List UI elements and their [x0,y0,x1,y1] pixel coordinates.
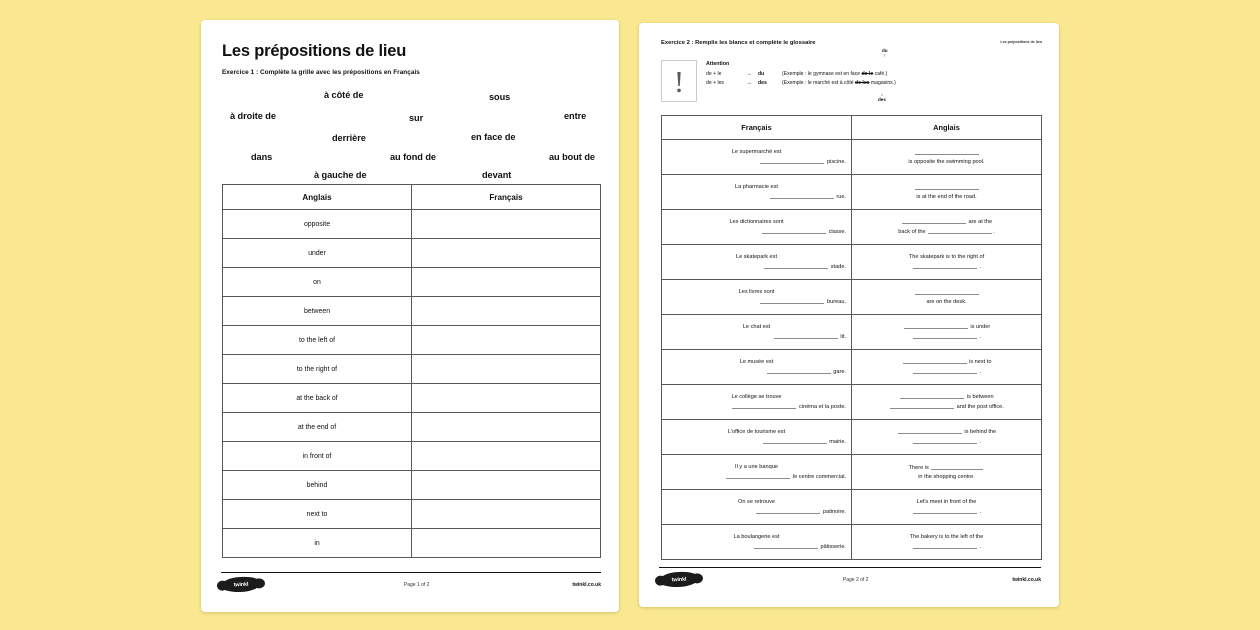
sentence-line-2: patinoire. [667,507,846,517]
sentence-line-1: Le skatepark est [735,253,778,260]
sentence-line-2: . [857,542,1036,552]
cell-french-answer-blank[interactable] [412,355,601,384]
sentence-line-1 [857,288,1036,298]
cell-english-term: opposite [223,210,412,239]
page-2-footer [659,567,1041,587]
answer-blank[interactable] [767,367,831,374]
twinkl-logo-icon[interactable] [659,571,699,587]
cell-english-term: behind [223,471,412,500]
column-header-francais: Français [662,116,852,140]
cell-english-sentence[interactable] [852,420,1042,455]
sentence-line-2: back of the . [898,229,995,235]
sentence-line-1: Les dictionnaires sont [729,218,784,225]
answer-blank[interactable] [913,542,977,549]
table-row [662,280,1042,315]
cell-english-term: on [223,268,412,297]
table-row [223,210,601,239]
cell-english-term: next to [223,500,412,529]
attention-body [706,48,896,103]
sentence-line-2: and the post office. [857,402,1036,412]
answer-blank[interactable] [913,262,977,269]
table-row [223,297,601,326]
example-prefix: (Exemple : le marché est à côté [782,79,856,86]
sentence-line-1: L'office de tourisme est [727,428,786,435]
table-row [662,140,1042,175]
sentence-line-2: classe. [667,227,846,237]
sentence-line-1: is next to [857,357,1036,367]
cell-french-answer-blank[interactable] [412,442,601,471]
answer-blank[interactable] [732,402,796,409]
table-row [662,210,1042,245]
cell-english-term: in front of [223,442,412,471]
answer-blank[interactable] [903,357,967,364]
table-row [662,245,1042,280]
column-header-anglais: Anglais [852,116,1042,140]
logo-text: twinkl [671,576,687,583]
cell-english-term: in [223,529,412,558]
word-bank [222,90,601,182]
answer-blank[interactable] [915,183,979,190]
rule-arrow-icon: → [746,79,752,86]
sentence-line-1: is under [857,322,1036,332]
correction-du-text: du [882,48,888,53]
table-row [223,326,601,355]
rule-example [782,80,896,86]
answer-blank[interactable] [762,227,826,234]
table-row [662,525,1042,560]
rule-lhs: de + les [706,79,724,86]
table-row [662,420,1042,455]
example-suffix: café.) [873,70,888,77]
rule-arrow-icon: → [746,70,752,77]
sentence-line-2: rue. [667,192,846,202]
word-bank-item[interactable]: dans [251,152,273,163]
sentence-line-1: is between [857,392,1036,402]
answer-blank[interactable] [913,507,977,514]
sentence-line-2: cinéma et la poste. [667,402,846,412]
page-number: Page 1 of 2 [403,581,430,588]
exercise-2-instruction: Exercice 2 : Remplis les blancs et complète le glossaire [661,40,816,46]
answer-blank[interactable] [754,542,818,549]
table-row [223,355,601,384]
sentence-line-2: . [857,332,1036,342]
exclamation-glyph: ! [673,63,685,99]
word-bank-item[interactable]: sur [409,113,424,124]
table-row [223,268,601,297]
sentence-line-1: Le chat est [742,323,771,330]
sentence-line-1: Let's meet in front of the [916,498,977,505]
correction-des [878,93,886,103]
cell-english-sentence[interactable] [852,210,1042,245]
answer-blank[interactable] [756,507,820,514]
website-label: twinkl.co.uk [1012,576,1041,583]
sentence-line-2: . [857,367,1036,377]
sentence-line-1: Le collège se trouve [731,393,782,400]
cell-french-answer-blank[interactable] [412,500,601,529]
table-row [223,442,601,471]
cell-english-term: to the right of [223,355,412,384]
exercise-1-instruction: Exercice 1 : Complète la grille avec les prépositions en Français [222,69,420,77]
cell-french-sentence[interactable] [662,315,852,350]
answer-blank[interactable] [900,392,964,399]
exclamation-icon [661,60,697,102]
cell-english-term: between [223,297,412,326]
table-row [662,315,1042,350]
sentence-line-1: Le musée est [739,358,774,365]
correction-du [882,49,888,59]
correction-des-text: des [878,97,886,103]
sentence-line-1: La pharmacie est [735,183,778,190]
cell-french-answer-blank[interactable] [412,413,601,442]
page-1-content [222,42,601,558]
word-bank-item[interactable]: derrière [332,133,366,144]
cell-english-sentence[interactable] [852,385,1042,420]
table-row [223,413,601,442]
answer-blank[interactable] [913,437,977,444]
correction-arrow-down-icon: ↓ [880,92,884,98]
cell-french-sentence[interactable] [662,175,852,210]
attention-title: Attention [706,61,730,67]
sentence-line-1: Les livres sont [738,288,775,295]
rule-rhs: des [758,79,767,86]
answer-blank[interactable] [760,297,824,304]
cell-english-term: at the back of [223,384,412,413]
example-suffix: magasins.) [869,79,896,86]
cell-english-sentence[interactable] [852,280,1042,315]
sentence-line-1 [857,183,1036,193]
answer-blank[interactable] [770,192,834,199]
answer-blank[interactable] [898,427,962,434]
answer-blank[interactable] [931,463,983,470]
cell-french-sentence[interactable] [662,210,852,245]
cell-french-answer-blank[interactable] [412,384,601,413]
sentence-line-1: Il y a une banque [735,463,778,470]
cell-english-term: to the left of [223,326,412,355]
worksheet-page-2[interactable] [639,23,1059,607]
table-row [662,175,1042,210]
cell-french-sentence[interactable] [662,385,852,420]
cell-french-sentence[interactable] [662,420,852,455]
table-header-row [223,185,601,210]
sentence-line-2: mairie. [667,437,846,447]
sentence-line-2: gare. [667,367,846,377]
table-row [223,384,601,413]
twinkl-logo-icon[interactable] [221,576,261,592]
answer-blank[interactable] [913,332,977,339]
answer-blank[interactable] [763,437,827,444]
glossary-table-2 [661,115,1042,560]
sentence-line-1: The skatepark is to the right of [908,253,985,260]
cell-english-sentence[interactable] [852,315,1042,350]
cell-english-term: under [223,239,412,268]
sentence-line-1: are at the [857,217,1036,227]
sentence-line-1: The bakery is to the left of the [909,533,984,540]
sentence-line-2: pâtisserie. [667,542,846,552]
sentence-line-2: is opposite the swimming pool. [908,158,985,165]
cell-english-sentence[interactable] [852,525,1042,560]
sentence-line-2: le centre commercial. [667,472,846,482]
table-row [662,385,1042,420]
answer-blank[interactable] [760,157,824,164]
cell-french-sentence[interactable] [662,350,852,385]
answer-blank[interactable] [890,402,954,409]
cell-english-sentence[interactable] [852,455,1042,490]
cell-english-sentence[interactable] [852,350,1042,385]
cell-french-sentence[interactable] [662,455,852,490]
rule-rhs: du [758,70,765,77]
footer-divider [221,572,601,573]
corner-tag: Les prépositions de lieu [1000,40,1042,44]
contraction-rule [706,80,896,86]
cell-english-sentence[interactable] [852,140,1042,175]
answer-blank[interactable] [726,472,790,479]
sentence-line-2: is at the end of the road. [916,193,977,200]
table-row [662,350,1042,385]
answer-blank[interactable] [928,227,992,234]
word-bank-item[interactable]: au fond de [390,152,436,163]
sentence-line-1: is behind the [857,427,1036,437]
sentence-line-1: On se retrouve [738,498,775,505]
table-row [223,471,601,500]
cell-french-sentence[interactable] [662,140,852,175]
table-row [662,455,1042,490]
word-bank-item[interactable]: à gauche de [314,170,367,181]
answer-blank[interactable] [902,217,966,224]
cell-french-sentence[interactable] [662,525,852,560]
word-bank-item[interactable]: à côté de [324,90,364,101]
sentence-line-1: La boulangerie est [733,533,780,540]
table-row [223,239,601,268]
answer-blank[interactable] [915,148,979,155]
table-row [223,500,601,529]
table-row [223,529,601,558]
cell-french-sentence[interactable] [662,245,852,280]
word-bank-item[interactable]: devant [482,170,512,181]
word-bank-item[interactable]: en face de [471,132,516,143]
page-2-content [661,40,1042,560]
sentence-line-2: are on the desk. [926,298,967,305]
correction-arrow-up-icon: ↑ [883,52,887,59]
word-bank-item[interactable]: sous [489,92,511,103]
page-number: Page 2 of 2 [842,576,869,583]
sentence-line-2: . [857,262,1036,272]
table-row [662,490,1042,525]
cell-english-sentence[interactable] [852,245,1042,280]
sentence-line-2: piscine. [667,157,846,167]
answer-blank[interactable] [764,262,828,269]
cell-english-term: at the end of [223,413,412,442]
rule-lhs: de + le [706,70,722,77]
example-strikethrough: de les [855,79,870,86]
cell-english-sentence[interactable] [852,175,1042,210]
sentence-line-2: . [857,437,1036,447]
answer-blank[interactable] [913,367,977,374]
sentence-line-1: Le supermarché est [731,148,782,155]
example-prefix: (Exemple : le gymnase est en face [782,70,862,77]
cell-english-sentence[interactable] [852,490,1042,525]
cell-french-sentence[interactable] [662,280,852,315]
answer-blank[interactable] [915,288,979,295]
table-header-row [662,116,1042,140]
cell-french-answer-blank[interactable] [412,471,601,500]
word-bank-item[interactable]: au bout de [549,152,595,163]
answer-blank[interactable] [904,322,968,329]
cell-french-answer-blank[interactable] [412,529,601,558]
cell-french-answer-blank[interactable] [412,239,601,268]
cell-french-answer-blank[interactable] [412,210,601,239]
word-bank-item[interactable]: à droite de [230,111,276,122]
sentence-line-2: lit. [667,332,846,342]
column-header-anglais: Anglais [223,185,412,210]
cell-french-sentence[interactable] [662,490,852,525]
contraction-rule [706,71,896,77]
sentence-line-2: bureau. [667,297,846,307]
cell-french-answer-blank[interactable] [412,268,601,297]
rule-example [782,71,887,77]
sentence-line-1: There is [857,463,1036,473]
logo-text: twinkl [233,581,249,588]
page-title: Les prépositions de lieu [222,42,407,60]
word-bank-item[interactable]: entre [564,111,587,122]
cell-french-answer-blank[interactable] [412,297,601,326]
sentence-line-1 [857,148,1036,158]
sentence-line-2: . [857,507,1036,517]
cell-french-answer-blank[interactable] [412,326,601,355]
attention-callout [661,48,1042,103]
website-label: twinkl.co.uk [572,581,601,588]
sentence-line-2: in the shopping centre. [918,473,975,480]
example-strikethrough: de le [861,70,874,77]
column-header-francais: Français [412,185,601,210]
worksheet-page-1[interactable] [201,20,619,612]
sentence-line-2: stade. [667,262,846,272]
footer-divider [659,567,1041,568]
glossary-table-1 [222,184,601,558]
page-1-footer [221,572,601,592]
answer-blank[interactable] [774,332,838,339]
